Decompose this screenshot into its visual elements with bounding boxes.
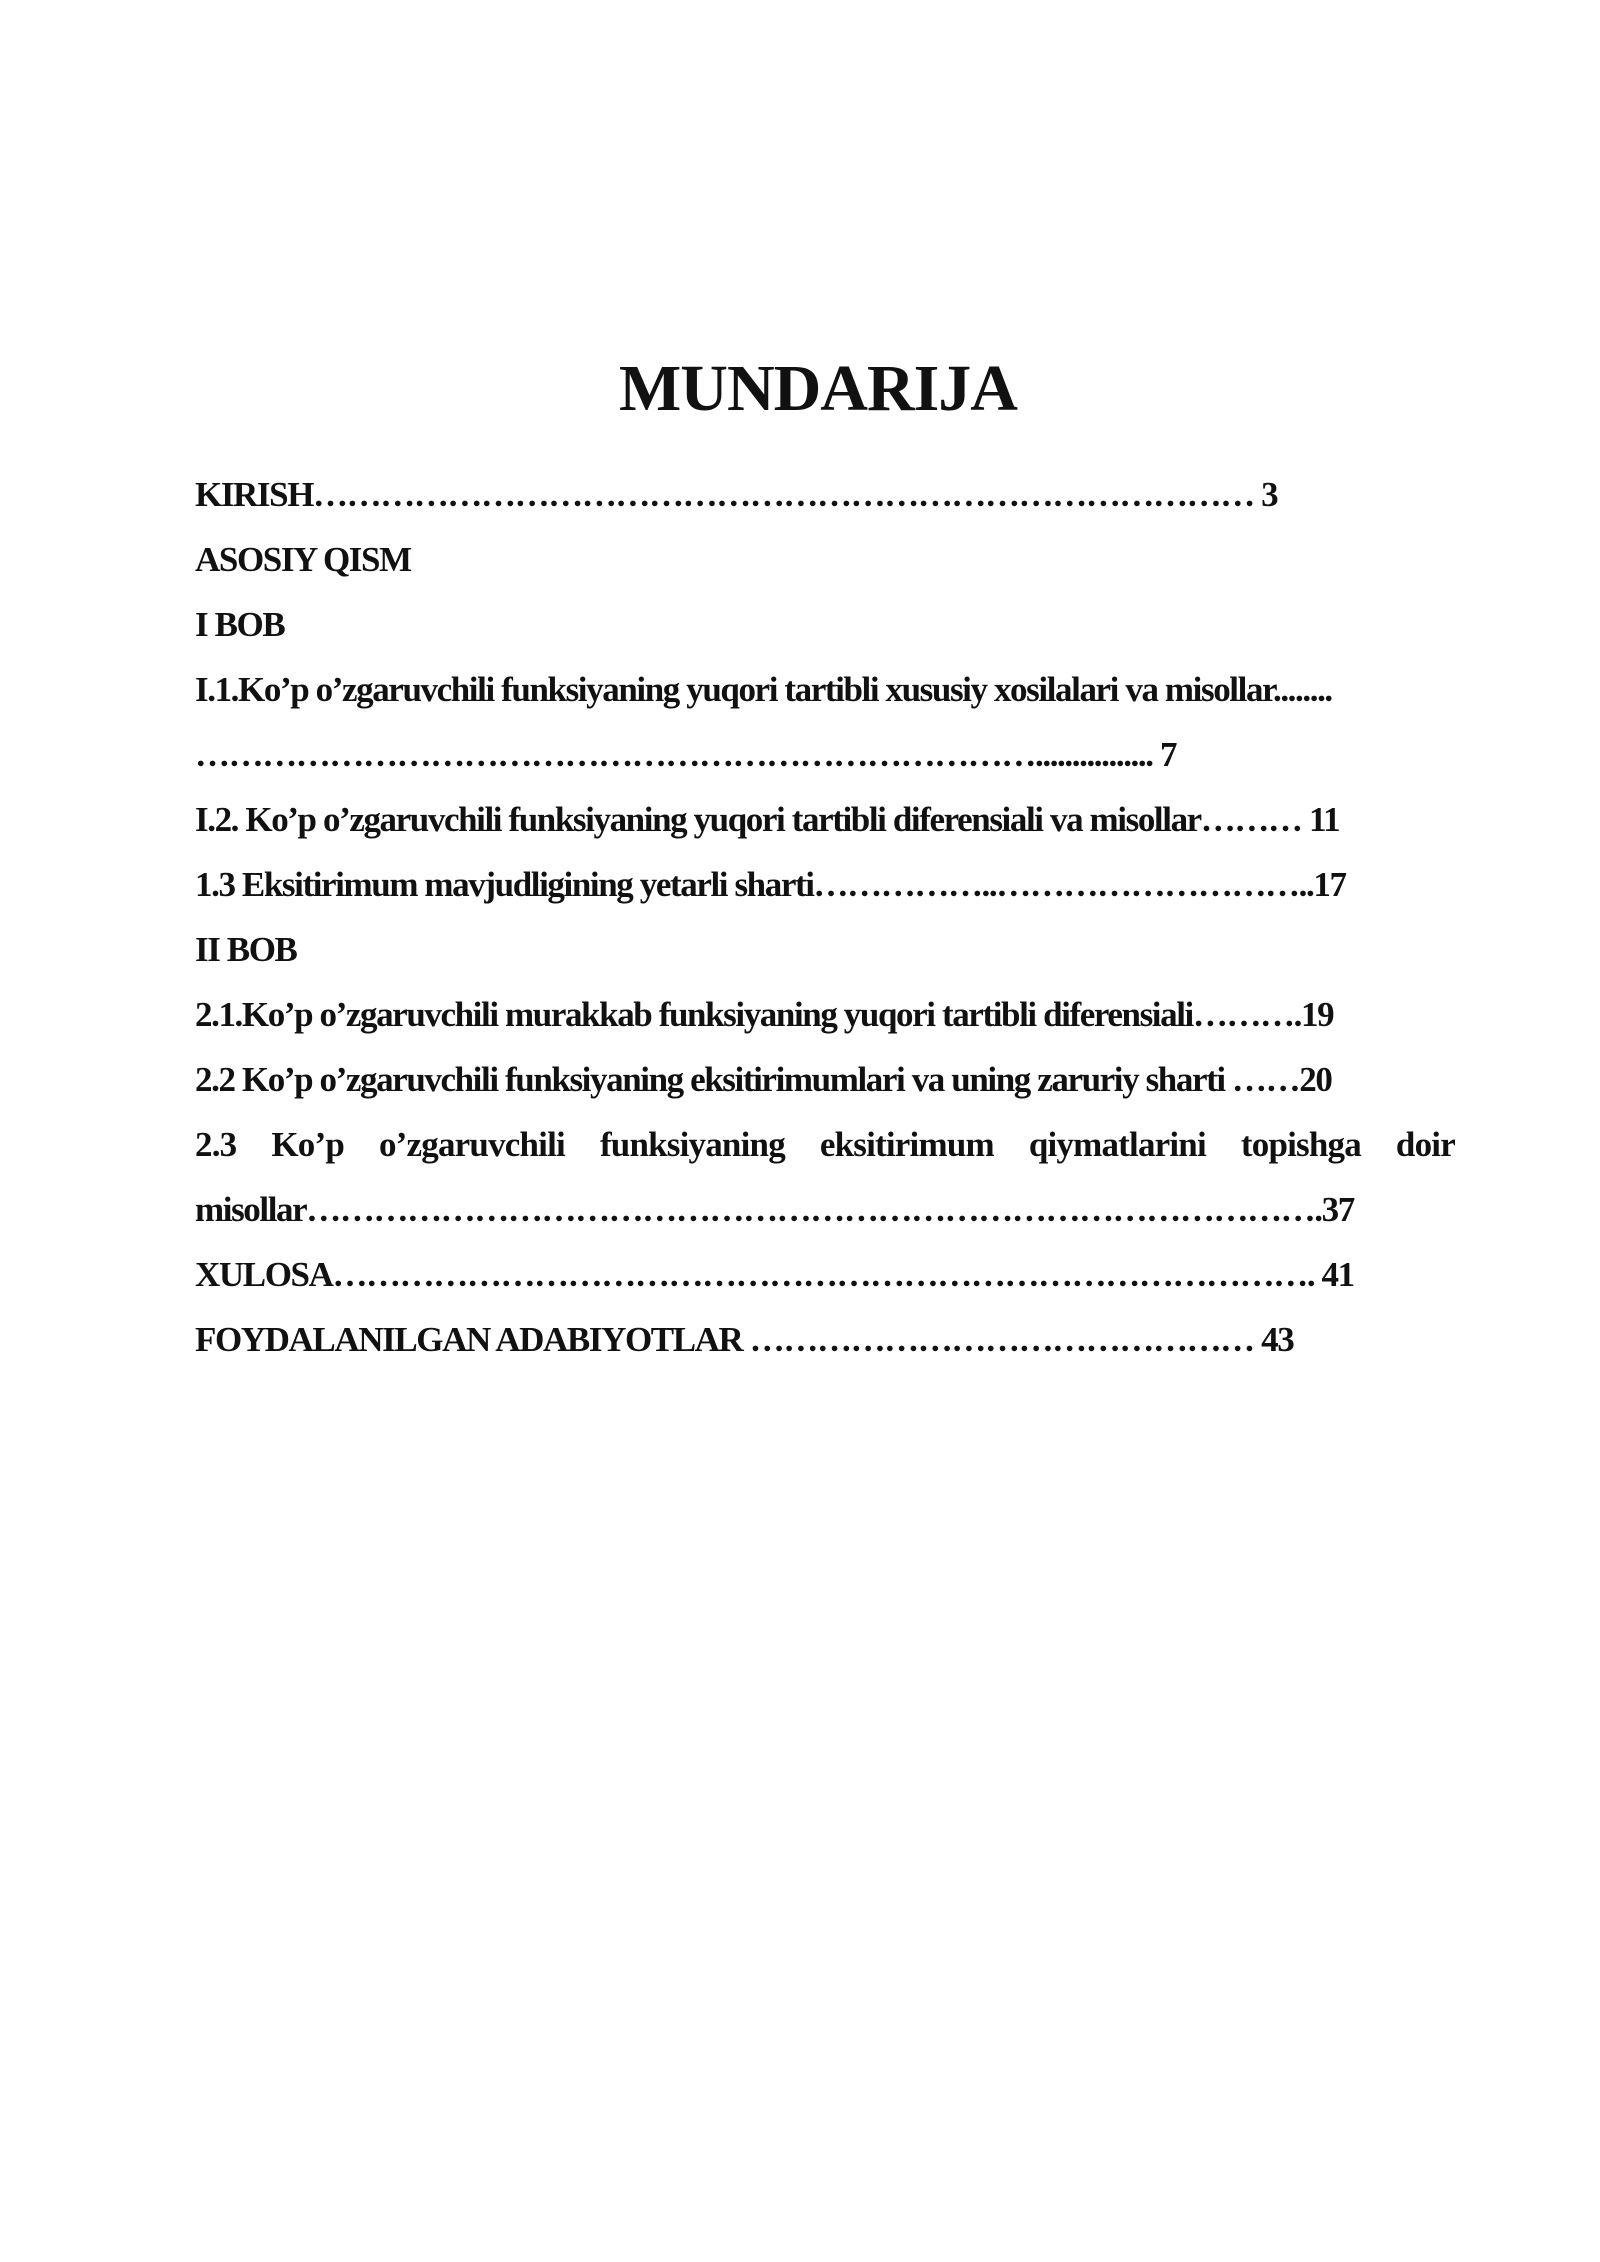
toc-word: eksitirimum xyxy=(819,1125,994,1164)
toc-entry-2-2: 2.2 Ko’p o’zgaruvchili funksiyaning eksitirimumlari va uning zaruriy sharti ……20 xyxy=(195,1060,1332,1099)
toc-heading-bob-1: I BOB xyxy=(195,605,285,644)
toc-word: topishga xyxy=(1240,1125,1361,1164)
toc-word: Ko’p xyxy=(271,1125,344,1164)
toc-entry-foydalanilgan-adabiyotlar: FOYDALANILGAN ADABIYOTLAR ……………………………………… 43 xyxy=(195,1320,1294,1359)
toc-entry-2-3 xyxy=(195,1120,1455,1170)
toc-word: 2.3 xyxy=(195,1125,237,1164)
toc-entry-xulosa: XULOSA……………………………………………………………………………. 41 xyxy=(195,1255,1354,1294)
toc-word: funksiyaning xyxy=(599,1125,785,1164)
toc-word: o’zgaruvchili xyxy=(378,1125,565,1164)
page-title: MUNDARIJA xyxy=(619,352,1017,425)
toc-entry-kirish: KIRISH………………………………………………………………………… 3 xyxy=(195,475,1278,514)
toc-entry-1-2: I.2. Ko’p o’zgaruvchili funksiyaning yuqori tartibli diferensiali va misollar……… 11 xyxy=(195,800,1340,839)
toc-entry-1-1: I.1.Ko’p o’zgaruvchili funksiyaning yuqori tartibli xususiy xosilalari va misollar........ xyxy=(195,670,1332,709)
toc-word: qiymatlarini xyxy=(1028,1125,1206,1164)
toc-entry-1-1-continued: …………………………………………………………………................ 7 xyxy=(195,735,1177,774)
toc-entry-1-3: 1.3 Eksitirimum mavjudligining yetarli sharti……………..………………………..17 xyxy=(195,865,1346,904)
toc-entry-2-3-continued: misollar……………………………………………………………………………….37 xyxy=(195,1190,1354,1229)
toc-heading-bob-2: II BOB xyxy=(195,930,297,969)
toc-heading-asosiy-qism: ASOSIY QISM xyxy=(195,540,411,579)
toc-entry-2-1: 2.1.Ko’p o’zgaruvchili murakkab funksiyaning yuqori tartibli diferensiali……….19 xyxy=(195,995,1334,1034)
toc-word: doir xyxy=(1395,1125,1455,1164)
